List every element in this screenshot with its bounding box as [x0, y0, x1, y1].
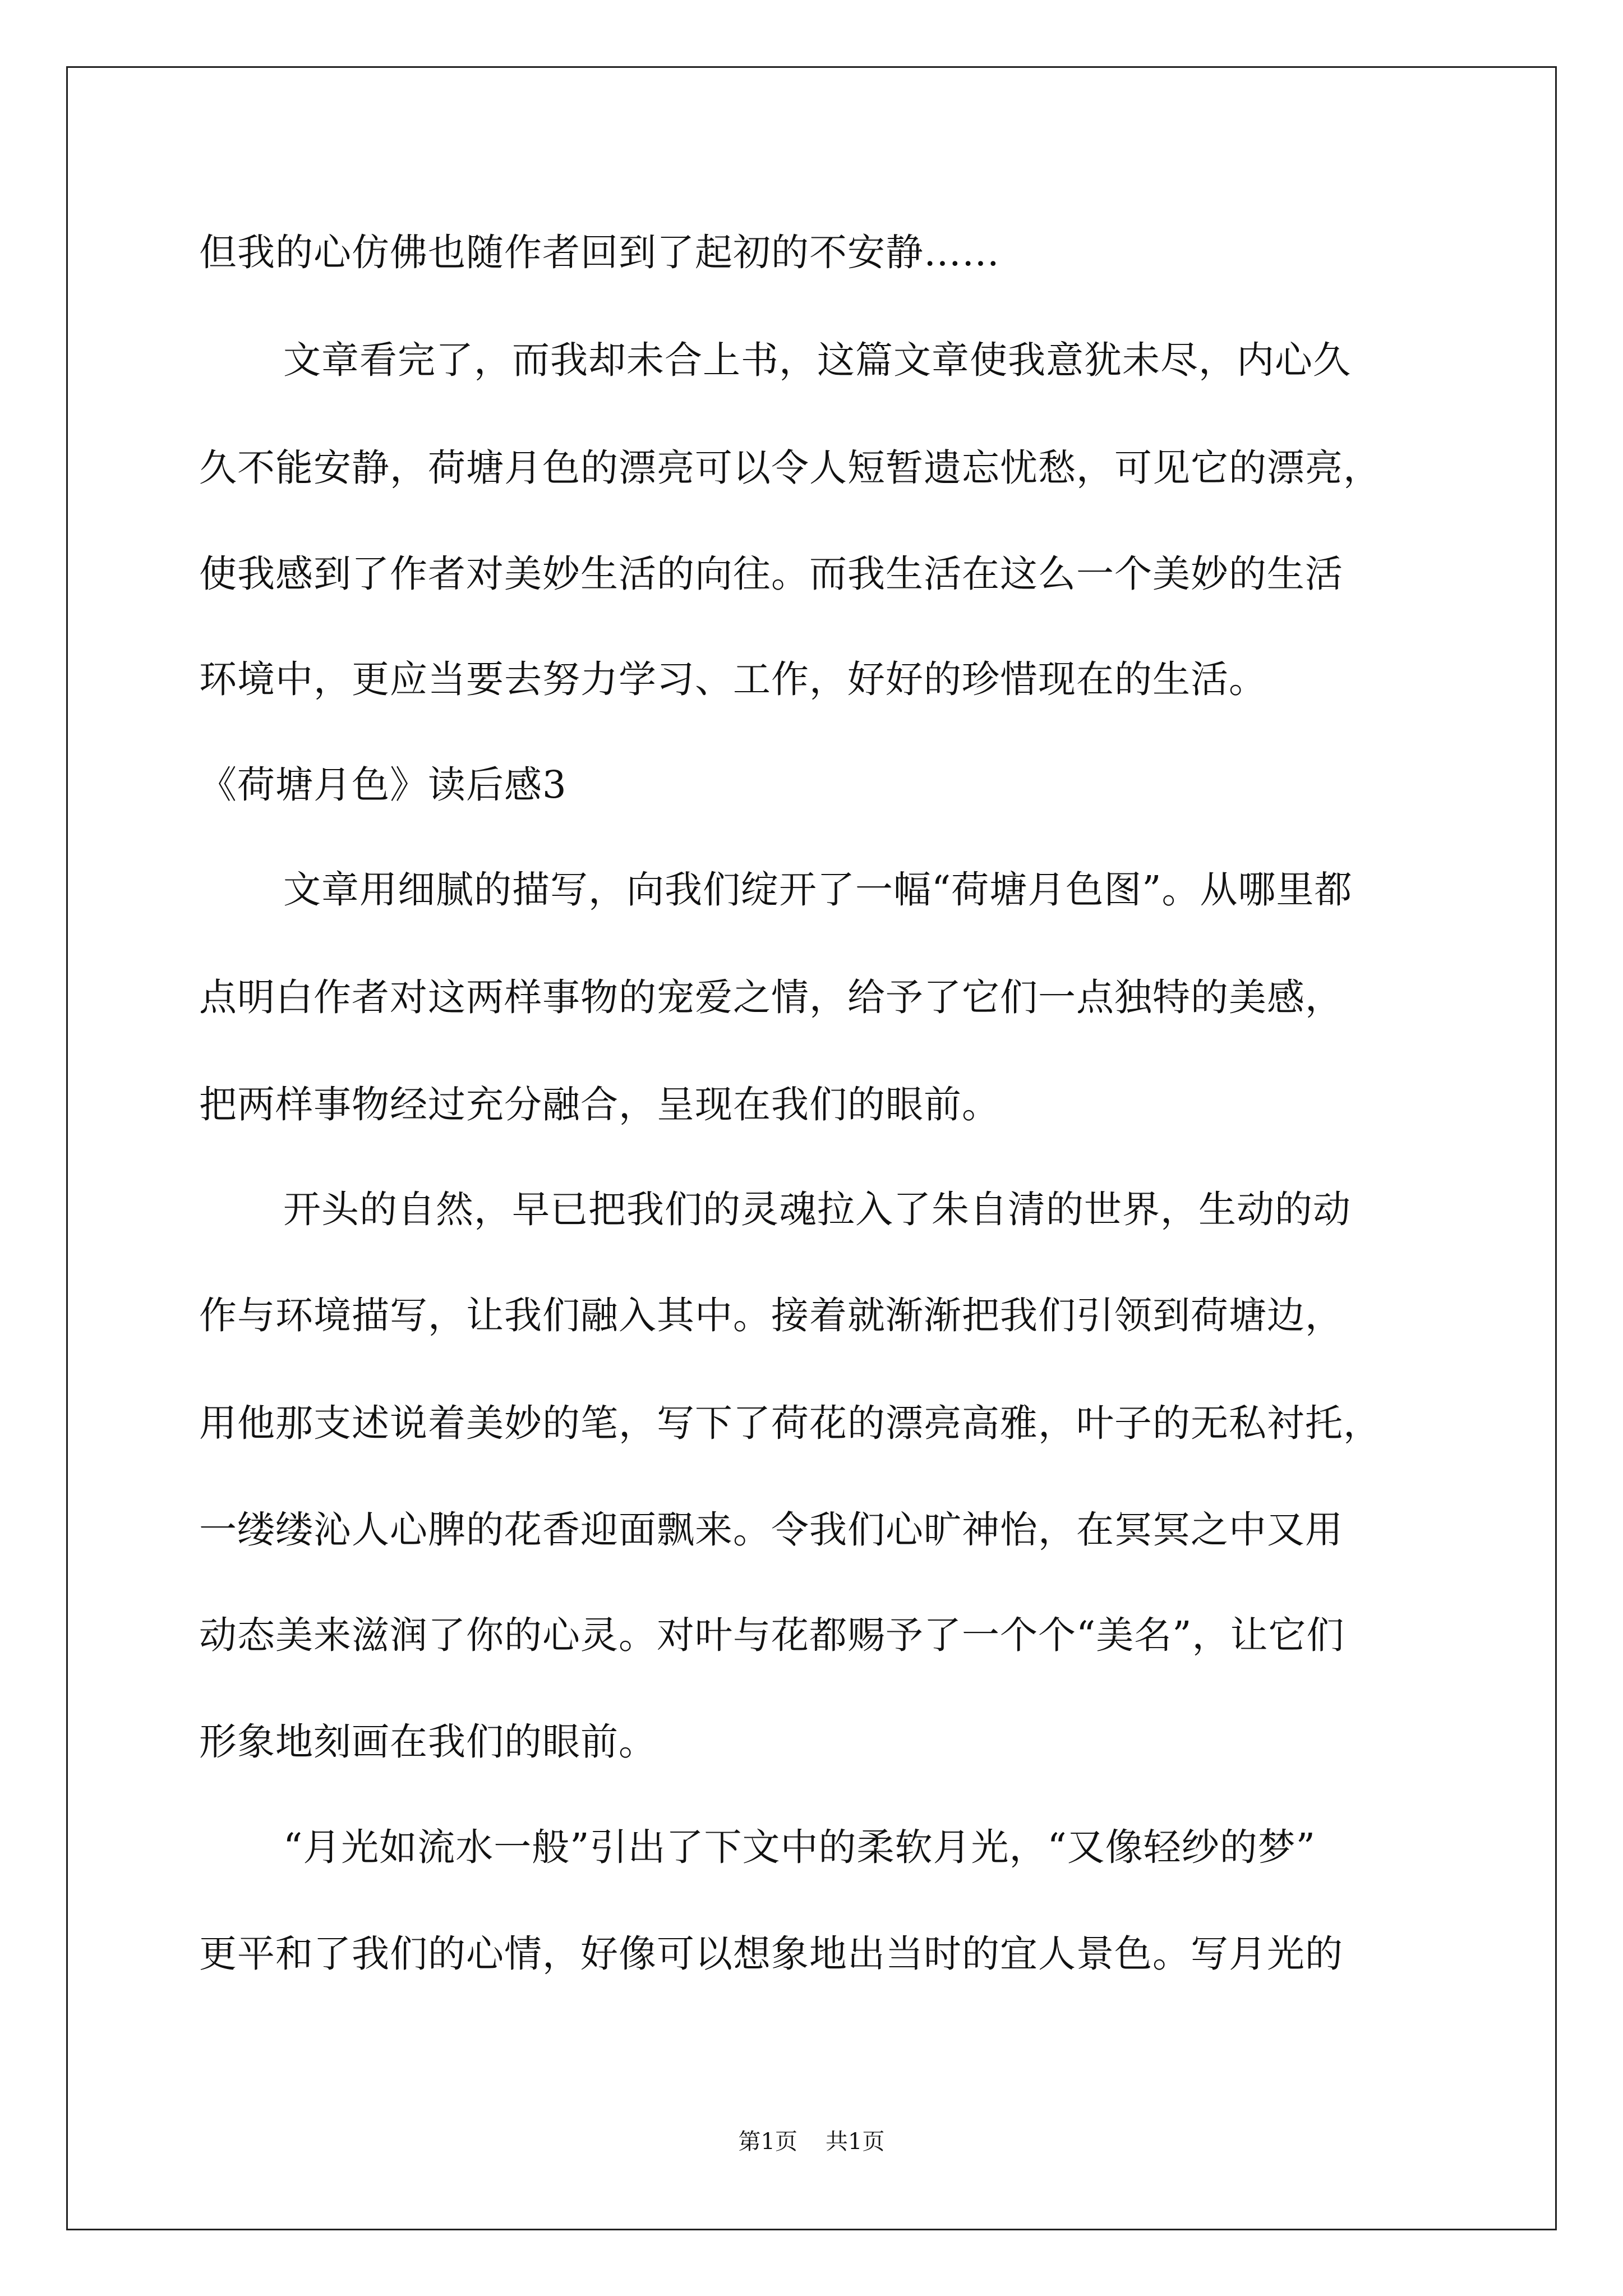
text-line: 动态美来滋润了你的心灵。对叶与花都赐予了一个个“美名”，让它们 [199, 1613, 1345, 1657]
text-line: 一缕缕沁人心脾的花香迎面飘来。令我们心旷神怡，在冥冥之中又用 [199, 1508, 1343, 1552]
text-line: “月光如流水一般”引出了下文中的柔软月光，“又像轻纱的梦” [283, 1825, 1316, 1869]
page-number: 第1页 [738, 2129, 797, 2155]
text-line: 用他那支述说着美妙的笔，写下了荷花的漂亮高雅，叶子的无私衬托， [199, 1401, 1381, 1445]
text-line: 久不能安静，荷塘月色的漂亮可以令人短暂遗忘忧愁，可见它的漂亮， [199, 446, 1381, 490]
section-heading: 《荷塘月色》读后感3 [199, 763, 567, 807]
text-line: 文章用细腻的描写，向我们绽开了一幅“荷塘月色图”。从哪里都 [283, 868, 1353, 912]
page-total: 共1页 [826, 2129, 885, 2155]
text-line: 文章看完了，而我却未合上书，这篇文章使我意犹未尽，内心久 [283, 338, 1351, 382]
page-footer [0, 2128, 1623, 2156]
page-border [66, 66, 1557, 2230]
text-line: 但我的心仿佛也随作者回到了起初的不安静…… [199, 231, 1000, 274]
text-line: 使我感到了作者对美妙生活的向往。而我生活在这么一个美妙的生活 [199, 552, 1343, 596]
text-line: 环境中，更应当要去努力学习、工作，好好的珍惜现在的生活。 [199, 657, 1267, 701]
text-line: 开头的自然，早已把我们的灵魂拉入了朱自清的世界，生动的动 [283, 1188, 1351, 1231]
text-line: 把两样事物经过充分融合，呈现在我们的眼前。 [199, 1083, 1000, 1126]
text-line: 点明白作者对这两样事物的宠爱之情，给予了它们一点独特的美感， [199, 976, 1343, 1019]
text-line: 作与环境描写，让我们融入其中。接着就渐渐把我们引领到荷塘边， [199, 1294, 1343, 1337]
text-line: 更平和了我们的心情，好像可以想象地出当时的宜人景色。写月光的 [199, 1932, 1343, 1976]
text-line: 形象地刻画在我们的眼前。 [199, 1720, 657, 1764]
